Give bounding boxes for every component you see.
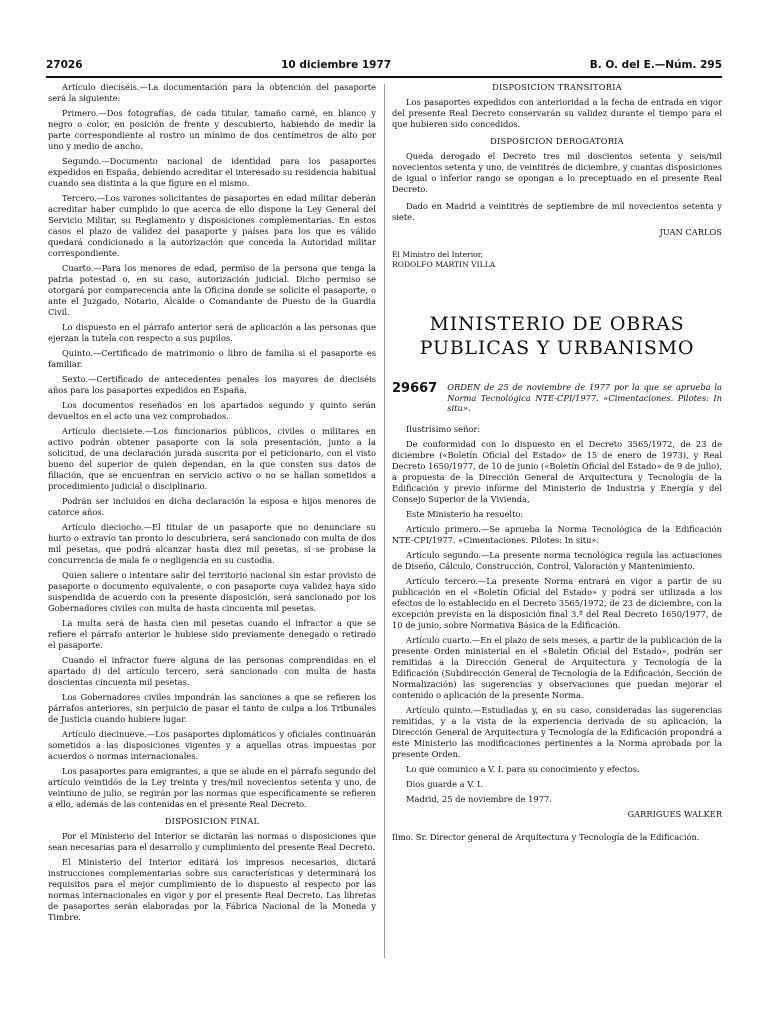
minister-role: El Ministro del Interior, [392,250,483,259]
paragraph: Artículo dieciocho.—El titular de un pasaporte que no denunciare su hurto o extravío tan pronto lo descubriera, será sancionado con multa de dos mil pesetas, que podrá alcanzar hasta diez mil pesetas, si se probase la concurrencia de mala fe o negligencia en su custodia. [48,522,376,565]
ministry-heading [392,312,722,360]
paragraph: Artículo diecisiete.—Los funcionarios públicos, civiles o militares en activo podrán obtener pasaporte con la sola presentación, junto a la solicitud, de una declaración jurada suscrita por el peticionario, con el visto bueno del superior de quien dependan, en la que consten sus datos de filiación, que se encuentran en servicio activo o no se hallan sometidos a procedimiento judicial o disciplinario. [48,426,376,491]
paragraph: Cuarto.—Para los menores de edad, permiso de la persona que tenga la patria potestad o, en su caso, autorización judicial. Dicho permiso se otorgará por comparecencia ante la Oficina donde se solicite el pasaporte, o ante el Juzgado, Notario, Alcalde o Comandante de Puesto de la Guardia Civil. [48,263,376,317]
given-at: Dado en Madrid a veintitrés de septiembre de mil novecientos setenta y siete. [392,201,722,222]
paragraph: Los Gobernadores civiles impondrán las sanciones a que se refieren los párrafos anteriores, sin perjuicio de pasar el tanto de culpa a los Tribunales de Justicia cuando hubiere lugar. [48,692,376,724]
paragraph: Los pasaportes para emigrantes, a que se alude en el párrafo segundo del artículo veintidós de la Ley treinta y tres/mil novecientos setenta y uno, de veintiuno de julio, se regirán por las normas que específicamente se refieren a ello, además de las contenidas en el presente Real Decreto. [48,766,376,809]
paragraph: Dios guarde a V. I. [406,778,483,789]
paragraph: Sexto.—Certificado de antecedentes penales los mayores de dieciséis años para los pasaportes expedidos en España. [48,374,376,395]
paragraph: Tercero.—Los varones solicitantes de pasaportes en edad militar deberán acreditar haber cumplido lo que acerca de ello dispone la Ley General del Servicio Militar, su Reglamento y disposiciones complementarias. En estos casos el plazo de validez del pasaporte y países para los que es válido quedará condicionado a la autorización que conceda la Autoridad militar correspondiente. [48,193,376,258]
ministry-title-line2: PUBLICAS Y URBANISMO [419,337,695,359]
minister-name: RODOLFO MARTIN VILLA [392,260,496,269]
paragraph: Este Ministerio ha resuelto: [406,508,524,519]
order-number: 29667 [392,381,438,396]
order-signer: GARRIGUES WALKER [627,808,722,819]
paragraph: Primero.—Dos fotografías, de cada titular, tamaño carné, en blanco y negro o color, en posición de frente y descubierto, habiendo de medir la parte correspondiente al rostro un mínimo de dos centímetros de alto por uno y medio de ancho. [48,108,376,151]
paragraph: Artículo segundo.—La presente norma tecnológica regula las actuaciones de Diseño, Cálculo, Construcción, Control, Valoración y Mantenimiento. [392,549,722,571]
order-title: ORDEN de 25 de noviembre de 1977 por la que se aprueba la Norma Tecnológica NTE-CPI/1977. «Cimentaciones. Pilotes: In situ». [447,382,722,413]
paragraph: Lo dispuesto en el párrafo anterior será de aplicación a las personas que ejerzan la tutela con respecto a sus pupilos. [48,322,376,343]
paragraph: Madrid, 25 de noviembre de 1977. [406,793,552,804]
paragraph: Cuando el infractor fuere alguna de las personas comprendidas en el apartado d) del artículo tercero, será sancionado con multa de hasta doscientas cincuenta mil pesetas. [48,655,376,687]
ministry-title-line1: MINISTERIO DE OBRAS [429,313,685,335]
column-divider [384,84,385,958]
order-body [392,439,722,805]
paragraph: Artículo tercero.—La presente Norma entrará en vigor a partir de su publicación en el «Boletín Oficial del Estado» y podrá ser utilizada a los efectos de lo establecido en el Decreto 3565/1972, de 23 de diciembre, con la excepción prevista en la disposición final 3.ª del Real Decreto 1650/1977, de 10 de junio, sobre Normativa Básica de la Edificación. [392,575,722,630]
paragraph: Podrán ser incluidos en dicha declaración la esposa e hijos menores de catorce años. [48,496,376,517]
derogatory-heading: DISPOSICION DEROGATORIA [490,136,624,146]
king-signature: JUAN CARLOS [659,227,722,237]
paragraph: Los documentos reseñados en los apartados segundo y quinto serán devueltos en el acto una vez comprobados. [48,400,376,421]
paragraph: El Ministerio del Interior editará los impresos necesarios, dictará instrucciones complementarias sobre sus características y determinará los requisitos para el mejor cumplimiento de lo dispuesto al respecto por las normas internacionales en vigor y por el presente Real Decreto. Las libretas de pasaportes serán elaboradas por la Fábrica Nacional de la Moneda y Timbre. [48,857,376,922]
issue-date: 10 diciembre 1977 [281,59,392,71]
paragraph: Quinto.—Certificado de matrimonio o libro de familia si el pasaporte es familiar. [48,348,376,369]
page-number: 27026 [46,59,83,71]
left-column [48,82,376,927]
addressee: Ilmo. Sr. Director general de Arquitectura y Tecnología de la Edificación. [392,831,700,842]
order-header [392,382,722,414]
paragraph: Segundo.—Documento nacional de identidad para los pasaportes expedidos en España, debiendo acreditar el interesado su residencia habitual cuando sea distinta a la que figure en el mismo. [48,156,376,188]
right-column [392,82,722,847]
transitory-heading: DISPOSICION TRANSITORIA [492,82,622,92]
paragraph: Quien saliere o intentare salir del territorio nacional sin estar provisto de pasaporte o documento equivalente, o con pasaporte cuya validez haya sido suspendida de acuerdo con la presente disposición, será sancionado por los Gobernadores civiles con multa de hasta cincuenta mil pesetas. [48,570,376,613]
salutation: Ilustrísimo señor: [406,423,481,434]
page-header [46,56,722,78]
paragraph: Artículo cuarto.—En el plazo de seis meses, a partir de la publicación de la presente Orden ministerial en el «Boletín Oficial del Estado», podrán ser remitidas a la Dirección General de Arquitectura y Tecnología de la Edificación (Subdirección General de Tecnología de la Edificación, Sección de Normalización) las sugerencias y observaciones que puedan mejorar el contenido o aplicación de la presente Norma. [392,634,722,700]
paragraph: Lo que comunico a V. I. para su conocimiento y efectos. [406,763,640,774]
paragraph: Artículo primero.—Se aprueba la Norma Tecnológica de la Edificación NTE-CPI/1977. «Cimentaciones. Pilotes: In situ». [392,523,722,545]
paragraph: De conformidad con lo dispuesto en el Decreto 3565/1972, de 23 de diciembre («Boletín Oficial del Estado» de 15 de enero de 1973), y Real Decreto 1650/1977, de 10 de junio («Boletín Oficial del Estado» de 9 de julio), a propuesta de la Dirección General de Arquitectura y Tecnología de la Edificación y previo informe del Ministerio de Industria y Energía y del Consejo Superior de la Vivienda, [392,438,722,504]
final-disposition-text [48,831,376,923]
left-paragraphs [48,82,376,810]
paragraph: La multa será de hasta cien mil pesetas cuando el infractor a que se refiere el párrafo anterior le hubiese sido previamente denegado o retirado el pasaporte. [48,618,376,650]
paragraph: Artículo diecinueve.—Los pasaportes diplomáticos y oficiales continuarán sometidos a las disposiciones vigentes y a aquellas otras impuestas por acuerdos o normas internacionales. [48,729,376,761]
derogatory-text: Queda derogado el Decreto tres mil doscientos setenta y seis/mil novecientos setenta y uno, de veintitrés de diciembre, y cuantas disposiciones de igual o inferior rango se opongan a lo preceptuado en el presente Real Decreto. [392,151,722,194]
transitory-text: Los pasaportes expedidos con anterioridad a la fecha de entrada en vigor del presente Real Decreto conservarán su validez durante el tiempo para el que hubieren sido concedidos. [392,97,722,129]
paragraph: Artículo quinto.—Estudiadas y, en su caso, consideradas las sugerencias remitidas, y a la vista de la experiencia derivada de su aplicación, la Dirección General de Arquitectura y Tecnología de la Edificación propondrá a este Ministerio las modificaciones pertinentes a la Norma aprobada por la presente Orden. [392,704,722,759]
gazette-issue: B. O. del E.—Núm. 295 [589,59,722,71]
paragraph: Artículo dieciséis.—La documentación para la obtención del pasaporte será la siguiente: [48,82,376,103]
paragraph: Por el Ministerio del Interior se dictarán las normas o disposiciones que sean necesarias para el desarrollo y cumplimiento del presente Real Decreto. [48,831,376,852]
final-disposition-heading: DISPOSICION FINAL [164,816,260,826]
